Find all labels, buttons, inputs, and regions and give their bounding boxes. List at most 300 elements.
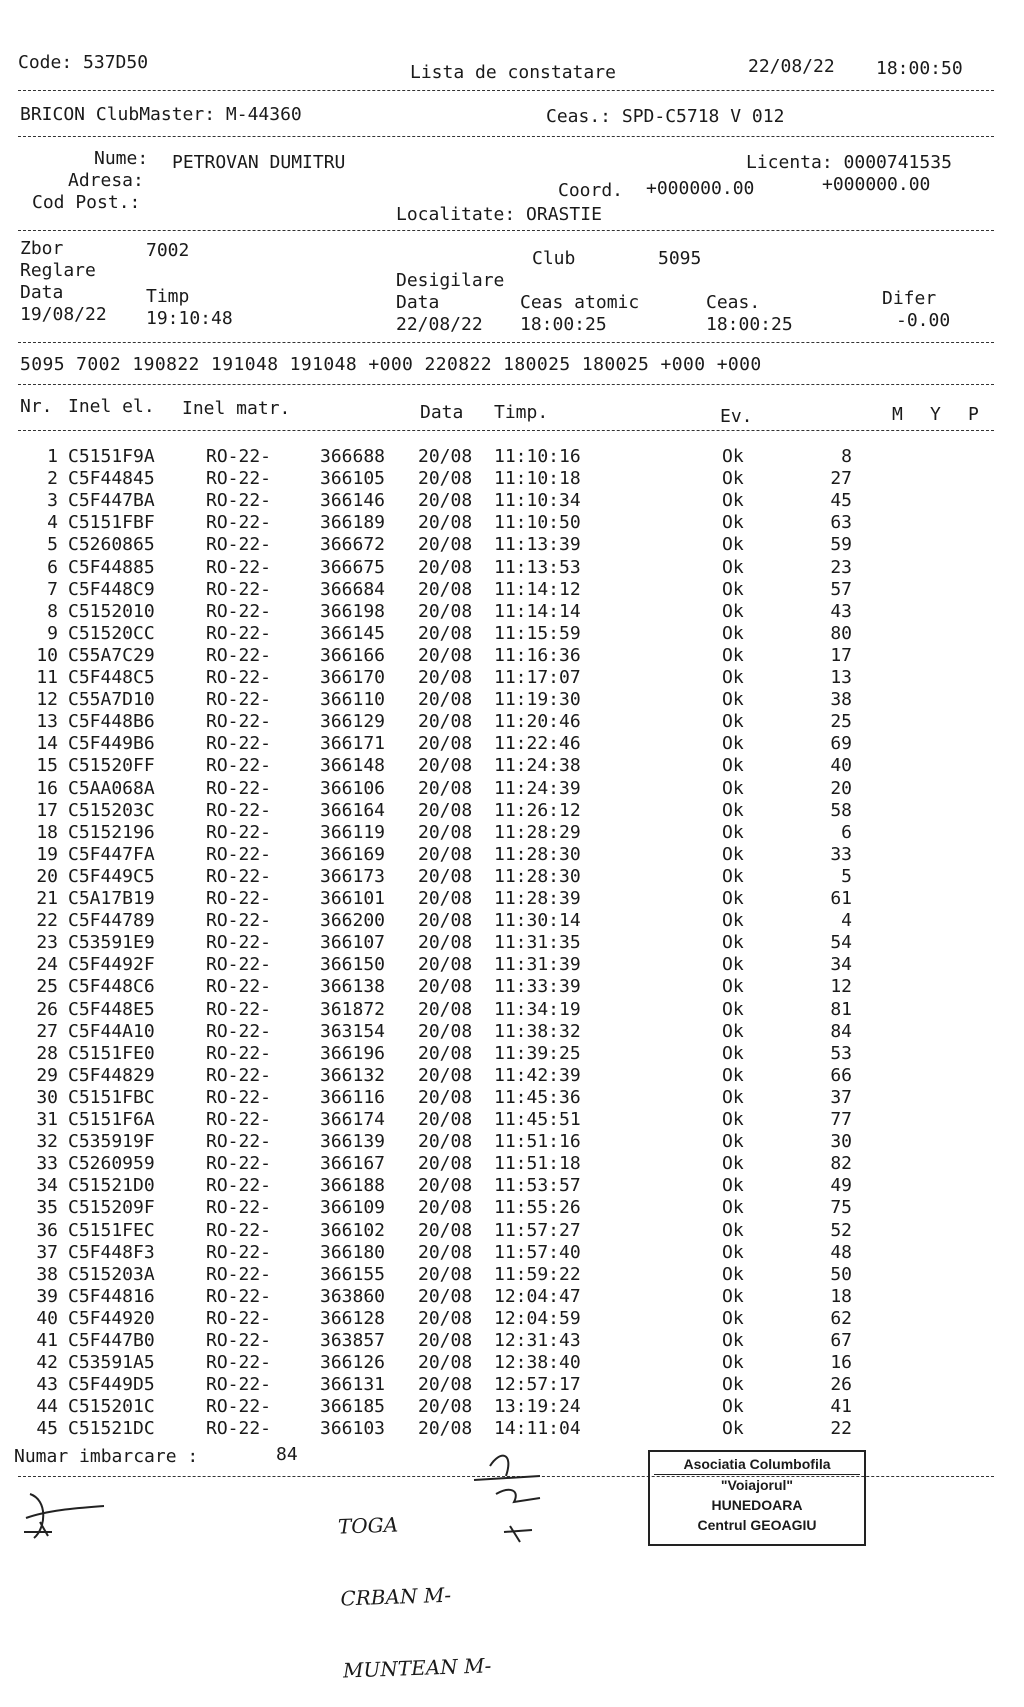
club-stamp xyxy=(648,1450,866,1546)
ring-number: 361872 xyxy=(320,998,386,1020)
row-number: 32 xyxy=(36,1131,58,1153)
arrival-date: 20/08 xyxy=(418,578,473,600)
arrival-date: 20/08 xyxy=(418,1197,473,1219)
row-number: 44 xyxy=(36,1396,58,1418)
arrival-date: 20/08 xyxy=(418,777,473,799)
ring-number: 366102 xyxy=(320,1219,386,1241)
ring-number: 366688 xyxy=(320,446,386,467)
table-row xyxy=(0,778,1024,800)
ring-number: 366138 xyxy=(320,976,386,998)
arrival-date: 20/08 xyxy=(418,865,473,887)
position: 81 xyxy=(830,998,852,1020)
row-number: 26 xyxy=(36,998,58,1020)
electronic-ring: C5F448C6 xyxy=(68,976,155,998)
ring-number: 366129 xyxy=(320,711,386,733)
electronic-ring: C5152010 xyxy=(68,600,155,622)
event-status: Ok xyxy=(722,578,744,600)
divider xyxy=(18,342,994,343)
electronic-ring: C53591E9 xyxy=(68,932,155,954)
event-status: Ok xyxy=(722,910,744,932)
event-status: Ok xyxy=(722,1197,744,1219)
row-number: 6 xyxy=(47,556,58,578)
event-status: Ok xyxy=(722,468,744,490)
table-row xyxy=(0,534,1024,556)
table-row xyxy=(0,711,1024,733)
ring-number: 366188 xyxy=(320,1175,386,1197)
ring-number: 366103 xyxy=(320,1418,386,1440)
table-row xyxy=(0,557,1024,579)
table-row xyxy=(0,1396,1024,1418)
reglare-label: Reglare xyxy=(20,260,96,281)
table-row xyxy=(0,1109,1024,1131)
handwritten-line: TOGA xyxy=(337,1512,399,1539)
row-number: 21 xyxy=(36,888,58,909)
event-status: Ok xyxy=(722,755,744,777)
table-row xyxy=(0,689,1024,711)
arrival-date: 20/08 xyxy=(418,1109,473,1130)
arrival-date: 20/08 xyxy=(418,1153,473,1175)
position: 62 xyxy=(830,1307,852,1329)
position: 75 xyxy=(830,1197,852,1219)
arrival-date: 20/08 xyxy=(418,843,473,865)
row-number: 3 xyxy=(47,490,58,512)
arrival-time: 11:10:34 xyxy=(494,490,581,512)
table-row xyxy=(0,1087,1024,1109)
ring-series: RO-22- xyxy=(206,1374,272,1396)
event-status: Ok xyxy=(722,1064,744,1086)
row-number: 39 xyxy=(36,1285,58,1307)
position: 33 xyxy=(830,843,852,865)
boarding-count: 84 xyxy=(276,1444,298,1465)
electronic-ring: C515203C xyxy=(68,799,155,821)
ring-series: RO-22- xyxy=(206,865,272,887)
row-number: 35 xyxy=(36,1197,58,1219)
position: 23 xyxy=(830,556,852,578)
table-row xyxy=(0,1264,1024,1286)
position: 53 xyxy=(830,1042,852,1064)
arrival-date: 20/08 xyxy=(418,600,473,622)
row-number: 27 xyxy=(36,1020,58,1042)
stamp-line: "Voiajorul" xyxy=(720,1477,794,1493)
position: 38 xyxy=(830,689,852,711)
ring-number: 366672 xyxy=(320,534,386,556)
position: 50 xyxy=(830,1263,852,1285)
handwritten-line: CRBAN M- xyxy=(340,1582,452,1611)
event-status: Ok xyxy=(722,954,744,976)
table-row xyxy=(0,1021,1024,1043)
electronic-ring: C5A17B19 xyxy=(68,888,155,909)
table-row xyxy=(0,733,1024,755)
electronic-ring: C515203A xyxy=(68,1263,155,1285)
table-row xyxy=(0,999,1024,1021)
event-status: Ok xyxy=(722,1241,744,1263)
event-status: Ok xyxy=(722,1131,744,1153)
electronic-ring: C5F44A10 xyxy=(68,1020,155,1042)
signature-left xyxy=(18,1488,108,1546)
event-status: Ok xyxy=(722,1330,744,1351)
address-label: Adresa: xyxy=(68,170,144,191)
position: 18 xyxy=(830,1285,852,1307)
col-timp: Timp. xyxy=(494,402,549,423)
ring-series: RO-22- xyxy=(206,1109,272,1130)
ring-series: RO-22- xyxy=(206,733,272,755)
row-number: 31 xyxy=(36,1109,58,1130)
table-row xyxy=(0,800,1024,822)
position: 30 xyxy=(830,1131,852,1153)
arrival-time: 11:10:16 xyxy=(494,446,581,467)
event-status: Ok xyxy=(722,1153,744,1175)
divider xyxy=(18,136,994,137)
ring-number: 366101 xyxy=(320,888,386,909)
event-status: Ok xyxy=(722,600,744,622)
position: 54 xyxy=(830,932,852,954)
arrival-time: 12:57:17 xyxy=(494,1374,581,1396)
ring-number: 366171 xyxy=(320,733,386,755)
event-status: Ok xyxy=(722,644,744,666)
electronic-ring: C5260865 xyxy=(68,534,155,556)
arrival-time: 11:51:18 xyxy=(494,1153,581,1175)
position: 61 xyxy=(830,888,852,909)
table-row xyxy=(0,1065,1024,1087)
arrival-date: 20/08 xyxy=(418,932,473,954)
ring-series: RO-22- xyxy=(206,799,272,821)
table-row xyxy=(0,601,1024,623)
row-number: 4 xyxy=(47,512,58,534)
table-row xyxy=(0,1352,1024,1374)
electronic-ring: C51520FF xyxy=(68,755,155,777)
arrival-date: 20/08 xyxy=(418,1352,473,1374)
arrival-date: 20/08 xyxy=(418,998,473,1020)
row-number: 37 xyxy=(36,1241,58,1263)
coord-label: Coord. xyxy=(558,180,624,201)
electronic-ring: C5F44845 xyxy=(68,468,155,490)
ring-series: RO-22- xyxy=(206,644,272,666)
arrival-date: 20/08 xyxy=(418,1064,473,1086)
electronic-ring: C515201C xyxy=(68,1396,155,1418)
row-number: 10 xyxy=(36,644,58,666)
electronic-ring: C51520CC xyxy=(68,622,155,644)
position: 63 xyxy=(830,512,852,534)
arrival-time: 11:28:39 xyxy=(494,888,581,909)
ring-number: 366180 xyxy=(320,1241,386,1263)
desig-date-label: Data xyxy=(396,292,440,313)
ring-number: 366106 xyxy=(320,777,386,799)
ring-number: 366146 xyxy=(320,490,386,512)
ring-series: RO-22- xyxy=(206,888,272,909)
event-status: Ok xyxy=(722,1263,744,1285)
arrival-time: 11:33:39 xyxy=(494,976,581,998)
event-status: Ok xyxy=(722,1418,744,1440)
arrival-time: 11:16:36 xyxy=(494,644,581,666)
arrival-time: 11:24:39 xyxy=(494,777,581,799)
ring-series: RO-22- xyxy=(206,1307,272,1329)
event-status: Ok xyxy=(722,622,744,644)
event-status: Ok xyxy=(722,799,744,821)
stamp-line: HUNEDOARA xyxy=(711,1497,803,1513)
col-y: Y xyxy=(930,404,941,425)
ring-number: 366167 xyxy=(320,1153,386,1175)
flight-label: Zbor xyxy=(20,238,64,259)
arrival-date: 20/08 xyxy=(418,1330,473,1351)
ring-number: 366128 xyxy=(320,1307,386,1329)
arrival-date: 20/08 xyxy=(418,1418,473,1440)
table-row xyxy=(0,1242,1024,1264)
arrival-time: 13:19:24 xyxy=(494,1396,581,1418)
arrival-date: 20/08 xyxy=(418,1131,473,1153)
arrival-date: 20/08 xyxy=(418,468,473,490)
row-number: 18 xyxy=(36,821,58,843)
event-status: Ok xyxy=(722,865,744,887)
event-status: Ok xyxy=(722,1396,744,1418)
position: 77 xyxy=(830,1109,852,1130)
arrival-date: 20/08 xyxy=(418,490,473,512)
position: 5 xyxy=(841,865,852,887)
row-number: 24 xyxy=(36,954,58,976)
coord-2: +000000.00 xyxy=(822,174,931,195)
arrival-time: 11:17:07 xyxy=(494,667,581,688)
arrival-date: 20/08 xyxy=(418,622,473,644)
arrival-time: 11:45:51 xyxy=(494,1109,581,1130)
name-label: Nume: xyxy=(94,148,149,169)
position: 67 xyxy=(830,1330,852,1351)
table-row xyxy=(0,1043,1024,1065)
ring-number: 366131 xyxy=(320,1374,386,1396)
arrival-time: 11:53:57 xyxy=(494,1175,581,1197)
row-number: 34 xyxy=(36,1175,58,1197)
arrival-date: 20/08 xyxy=(418,446,473,467)
electronic-ring: C5AA068A xyxy=(68,777,155,799)
difference-label: Difer xyxy=(882,288,937,309)
electronic-ring: C5151FBC xyxy=(68,1086,155,1108)
arrival-date: 20/08 xyxy=(418,689,473,711)
ring-series: RO-22- xyxy=(206,1175,272,1197)
arrival-time: 11:24:38 xyxy=(494,755,581,777)
arrival-date: 20/08 xyxy=(418,534,473,556)
arrival-time: 11:10:50 xyxy=(494,512,581,534)
position: 40 xyxy=(830,755,852,777)
arrival-time: 11:30:14 xyxy=(494,910,581,932)
electronic-ring: C51521DC xyxy=(68,1418,155,1440)
electronic-ring: C53591A5 xyxy=(68,1352,155,1374)
table-row xyxy=(0,579,1024,601)
row-number: 13 xyxy=(36,711,58,733)
table-row xyxy=(0,822,1024,844)
event-status: Ok xyxy=(722,490,744,512)
event-status: Ok xyxy=(722,998,744,1020)
position: 66 xyxy=(830,1064,852,1086)
ring-number: 366110 xyxy=(320,689,386,711)
arrival-date: 20/08 xyxy=(418,1042,473,1064)
electronic-ring: C5151FE0 xyxy=(68,1042,155,1064)
position: 26 xyxy=(830,1374,852,1396)
ring-series: RO-22- xyxy=(206,1153,272,1175)
arrival-date: 20/08 xyxy=(418,711,473,733)
ring-number: 366166 xyxy=(320,644,386,666)
arrival-date: 20/08 xyxy=(418,1175,473,1197)
difference-value: -0.00 xyxy=(896,310,951,331)
col-nr: Nr. xyxy=(20,396,53,417)
ring-series: RO-22- xyxy=(206,1197,272,1219)
arrival-time: 11:31:35 xyxy=(494,932,581,954)
ring-series: RO-22- xyxy=(206,954,272,976)
ring-series: RO-22- xyxy=(206,512,272,534)
ring-series: RO-22- xyxy=(206,600,272,622)
ring-series: RO-22- xyxy=(206,711,272,733)
position: 8 xyxy=(841,446,852,467)
arrival-time: 11:28:29 xyxy=(494,821,581,843)
atomic-clock-label: Ceas atomic xyxy=(520,292,640,313)
table-row xyxy=(0,667,1024,689)
electronic-ring: C5260959 xyxy=(68,1153,155,1175)
divider xyxy=(18,430,994,431)
row-number: 45 xyxy=(36,1418,58,1440)
ring-series: RO-22- xyxy=(206,976,272,998)
arrival-time: 11:39:25 xyxy=(494,1042,581,1064)
club-number: 5095 xyxy=(658,248,702,269)
arrival-time: 11:57:40 xyxy=(494,1241,581,1263)
ring-number: 366139 xyxy=(320,1131,386,1153)
divider xyxy=(18,230,994,231)
owner-name: PETROVAN DUMITRU xyxy=(172,152,346,173)
event-status: Ok xyxy=(722,1219,744,1241)
event-status: Ok xyxy=(722,534,744,556)
electronic-ring: C5F447BA xyxy=(68,490,155,512)
col-m: M xyxy=(892,404,903,425)
ring-series: RO-22- xyxy=(206,556,272,578)
electronic-ring: C55A7C29 xyxy=(68,644,155,666)
arrival-date: 20/08 xyxy=(418,1219,473,1241)
event-status: Ok xyxy=(722,1020,744,1042)
electronic-ring: C5152196 xyxy=(68,821,155,843)
position: 59 xyxy=(830,534,852,556)
event-status: Ok xyxy=(722,446,744,467)
event-status: Ok xyxy=(722,843,744,865)
row-number: 22 xyxy=(36,910,58,932)
ring-series: RO-22- xyxy=(206,932,272,954)
row-number: 25 xyxy=(36,976,58,998)
electronic-ring: C5151FBF xyxy=(68,512,155,534)
position: 27 xyxy=(830,468,852,490)
row-number: 9 xyxy=(47,622,58,644)
arrival-date: 20/08 xyxy=(418,1241,473,1263)
arrival-time: 11:28:30 xyxy=(494,843,581,865)
arrival-time: 11:55:26 xyxy=(494,1197,581,1219)
ring-series: RO-22- xyxy=(206,578,272,600)
arrival-time: 11:14:14 xyxy=(494,600,581,622)
position: 41 xyxy=(830,1396,852,1418)
electronic-ring: C5F447B0 xyxy=(68,1330,155,1351)
electronic-ring: C5F448C9 xyxy=(68,578,155,600)
license: Licenta: 0000741535 xyxy=(746,152,952,173)
event-status: Ok xyxy=(722,1109,744,1130)
ring-series: RO-22- xyxy=(206,1020,272,1042)
event-status: Ok xyxy=(722,711,744,733)
arrival-time: 11:28:30 xyxy=(494,865,581,887)
postal-code-label: Cod Post.: xyxy=(32,192,141,213)
ring-series: RO-22- xyxy=(206,1042,272,1064)
table-row xyxy=(0,976,1024,998)
ring-series: RO-22- xyxy=(206,622,272,644)
row-number: 41 xyxy=(36,1330,58,1351)
ring-number: 363857 xyxy=(320,1330,386,1351)
arrival-date: 20/08 xyxy=(418,1396,473,1418)
ring-series: RO-22- xyxy=(206,1352,272,1374)
ring-series: RO-22- xyxy=(206,777,272,799)
row-number: 16 xyxy=(36,777,58,799)
table-row xyxy=(0,954,1024,976)
row-number: 15 xyxy=(36,755,58,777)
document-code: Code: 537D50 xyxy=(18,52,149,73)
club-label: Club xyxy=(532,248,576,269)
ring-series: RO-22- xyxy=(206,821,272,843)
boarding-count-label: Numar imbarcare : xyxy=(14,1446,199,1467)
ring-number: 366200 xyxy=(320,910,386,932)
arrival-time: 11:13:39 xyxy=(494,534,581,556)
table-row xyxy=(0,866,1024,888)
ring-number: 366119 xyxy=(320,821,386,843)
ring-number: 366189 xyxy=(320,512,386,534)
row-number: 8 xyxy=(47,600,58,622)
col-inel-matr: Inel matr. xyxy=(182,398,291,419)
arrival-date: 20/08 xyxy=(418,821,473,843)
ring-number: 366155 xyxy=(320,1263,386,1285)
row-number: 28 xyxy=(36,1042,58,1064)
table-row xyxy=(0,468,1024,490)
arrival-date: 20/08 xyxy=(418,556,473,578)
arrival-time: 11:14:12 xyxy=(494,578,581,600)
arrival-date: 20/08 xyxy=(418,1285,473,1307)
event-status: Ok xyxy=(722,1086,744,1108)
arrival-date: 20/08 xyxy=(418,954,473,976)
table-row xyxy=(0,1418,1024,1440)
arrival-time: 11:59:22 xyxy=(494,1263,581,1285)
row-number: 33 xyxy=(36,1153,58,1175)
row-number: 23 xyxy=(36,932,58,954)
position: 12 xyxy=(830,976,852,998)
arrival-date: 20/08 xyxy=(418,667,473,688)
arrival-date: 20/08 xyxy=(418,1307,473,1329)
stamp-line: Asociatia Columbofila xyxy=(654,1454,860,1475)
arrival-date: 20/08 xyxy=(418,512,473,534)
summary-line: 5095 7002 190822 191048 191048 +000 220822 180025 180025 +000 +000 xyxy=(20,354,762,375)
table-row xyxy=(0,1286,1024,1308)
table-row xyxy=(0,910,1024,932)
table-row xyxy=(0,512,1024,534)
event-status: Ok xyxy=(722,556,744,578)
ring-number: 366105 xyxy=(320,468,386,490)
table-row xyxy=(0,623,1024,645)
ring-number: 366126 xyxy=(320,1352,386,1374)
table-row xyxy=(0,755,1024,777)
row-number: 7 xyxy=(47,578,58,600)
row-number: 40 xyxy=(36,1307,58,1329)
reglare-date: 19/08/22 xyxy=(20,304,107,325)
row-number: 42 xyxy=(36,1352,58,1374)
ring-series: RO-22- xyxy=(206,843,272,865)
divider xyxy=(18,90,994,91)
arrival-time: 12:31:43 xyxy=(494,1330,581,1351)
electronic-ring: C5151F6A xyxy=(68,1109,155,1130)
arrival-time: 12:38:40 xyxy=(494,1352,581,1374)
row-number: 43 xyxy=(36,1374,58,1396)
position: 17 xyxy=(830,644,852,666)
col-p: P xyxy=(968,404,979,425)
ring-number: 366198 xyxy=(320,600,386,622)
electronic-ring: C5F44816 xyxy=(68,1285,155,1307)
electronic-ring: C5F448F3 xyxy=(68,1241,155,1263)
arrival-time: 11:26:12 xyxy=(494,799,581,821)
ring-number: 366148 xyxy=(320,755,386,777)
